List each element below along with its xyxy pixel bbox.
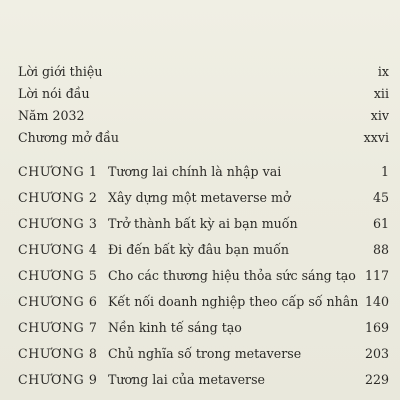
chapter-label: CHƯƠNG 8 (18, 346, 98, 361)
toc-chapter-9[interactable] (18, 369, 389, 391)
toc-entry-page: xii (373, 86, 389, 101)
chapter-title: Cho các thương hiệu thỏa sức sáng tạo (108, 268, 356, 283)
chapter-page: 45 (372, 190, 389, 205)
toc-entry-page: xiv (370, 108, 389, 123)
chapter-title: Tương lai của metaverse (108, 372, 265, 387)
chapter-title: Xây dựng một metaverse mở (108, 190, 291, 205)
chapter-label: CHƯƠNG 5 (18, 268, 98, 283)
toc-entry-title: Năm 2032 (18, 108, 85, 123)
toc-chapter-4[interactable] (18, 239, 389, 261)
toc-chapter-7[interactable] (18, 317, 389, 339)
chapter-title: Kết nối doanh nghiệp theo cấp số nhân (108, 294, 359, 309)
toc-chapter-8[interactable] (18, 343, 389, 365)
chapter-title: Trở thành bất kỳ ai bạn muốn (108, 216, 298, 231)
chapter-page: 169 (364, 320, 389, 335)
chapter-page: 203 (364, 346, 389, 361)
chapter-page: 229 (364, 372, 389, 387)
toc-entry-introduction[interactable] (18, 127, 389, 149)
chapter-page: 1 (380, 164, 389, 179)
toc-chapter-6[interactable] (18, 291, 389, 313)
chapter-page: 140 (364, 294, 389, 309)
toc-chapter-3[interactable] (18, 213, 389, 235)
chapter-title: Nền kinh tế sáng tạo (108, 320, 242, 335)
chapter-label: CHƯƠNG 7 (18, 320, 98, 335)
toc-chapter-5[interactable] (18, 265, 389, 287)
chapter-label: CHƯƠNG 1 (18, 164, 98, 179)
toc-chapter-1[interactable] (18, 161, 389, 183)
toc-entry-page: xxvi (363, 130, 389, 145)
chapter-title: Đi đến bất kỳ đâu bạn muốn (108, 242, 289, 257)
toc-entry-title: Chương mở đầu (18, 130, 120, 145)
chapter-page: 88 (372, 242, 389, 257)
chapter-label: CHƯƠNG 3 (18, 216, 98, 231)
toc-entry-page: ix (377, 64, 389, 79)
toc-chapter-2[interactable] (18, 187, 389, 209)
toc-entry-preface[interactable] (18, 83, 389, 105)
chapter-title: Chủ nghĩa số trong metaverse (108, 346, 302, 361)
chapter-label: CHƯƠNG 2 (18, 190, 98, 205)
toc-entry-foreword[interactable] (18, 61, 389, 83)
toc-entry-title: Lời giới thiệu (18, 64, 103, 79)
chapter-title: Tương lai chính là nhập vai (108, 164, 282, 179)
chapter-label: CHƯƠNG 9 (18, 372, 98, 387)
chapter-label: CHƯƠNG 4 (18, 242, 98, 257)
chapter-page: 117 (364, 268, 389, 283)
toc-entry-title: Lời nói đầu (18, 86, 90, 101)
chapter-page: 61 (372, 216, 389, 231)
toc-entry-year-2032[interactable] (18, 105, 389, 127)
chapter-label: CHƯƠNG 6 (18, 294, 98, 309)
